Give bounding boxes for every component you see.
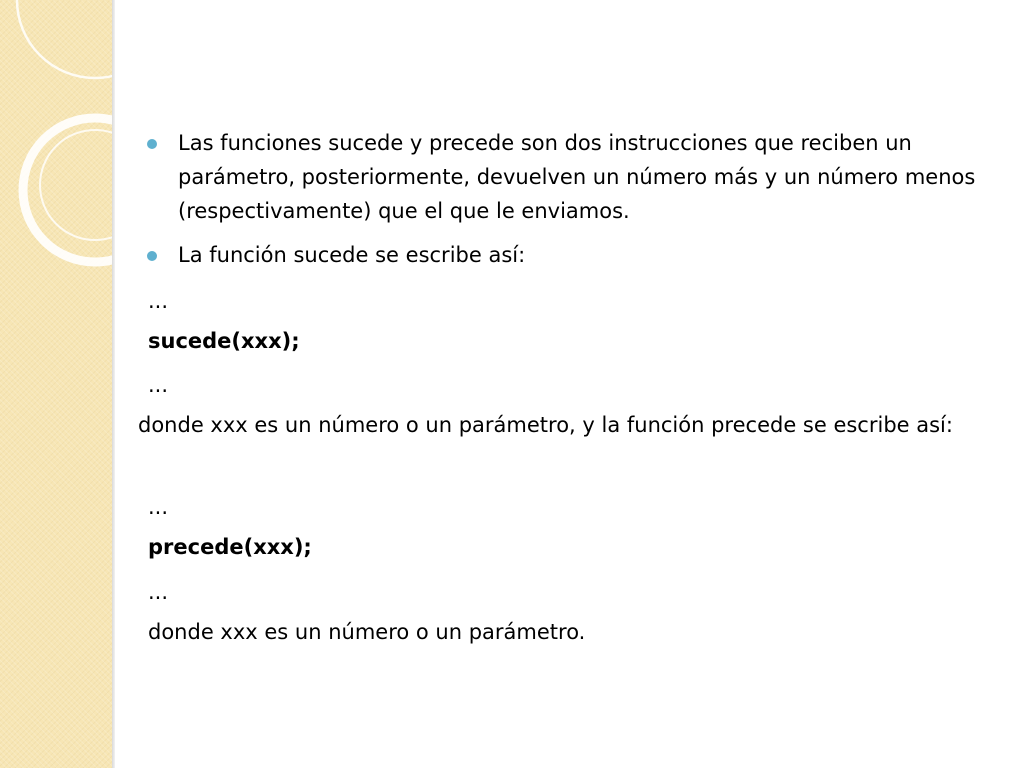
bullet-item-2 <box>178 238 993 272</box>
paragraph-precede-intro: donde xxx es un número o un parámetro, y la función precede se escribe así: <box>138 413 953 437</box>
code-sucede: sucede(xxx); <box>148 329 300 353</box>
bullet-dot-icon <box>147 139 157 149</box>
ellipsis-line-1: ... <box>148 289 169 313</box>
bullet-dot-icon <box>147 251 157 261</box>
ellipsis-line-3: ... <box>148 495 169 519</box>
ellipsis-line-2: ... <box>148 373 169 397</box>
paragraph-final: donde xxx es un número o un parámetro. <box>148 620 586 644</box>
bullet-text-1: Las funciones sucede y precede son dos instrucciones que reciben un parámetro, posteriormente, devuelven un número más y un número menos (respectivamente) que el que le enviamos. <box>178 131 976 223</box>
bullet-item-1 <box>178 126 993 228</box>
ellipsis-line-4: ... <box>148 580 169 604</box>
code-precede: precede(xxx); <box>148 535 312 559</box>
bullet-text-2: La función sucede se escribe así: <box>178 243 526 267</box>
